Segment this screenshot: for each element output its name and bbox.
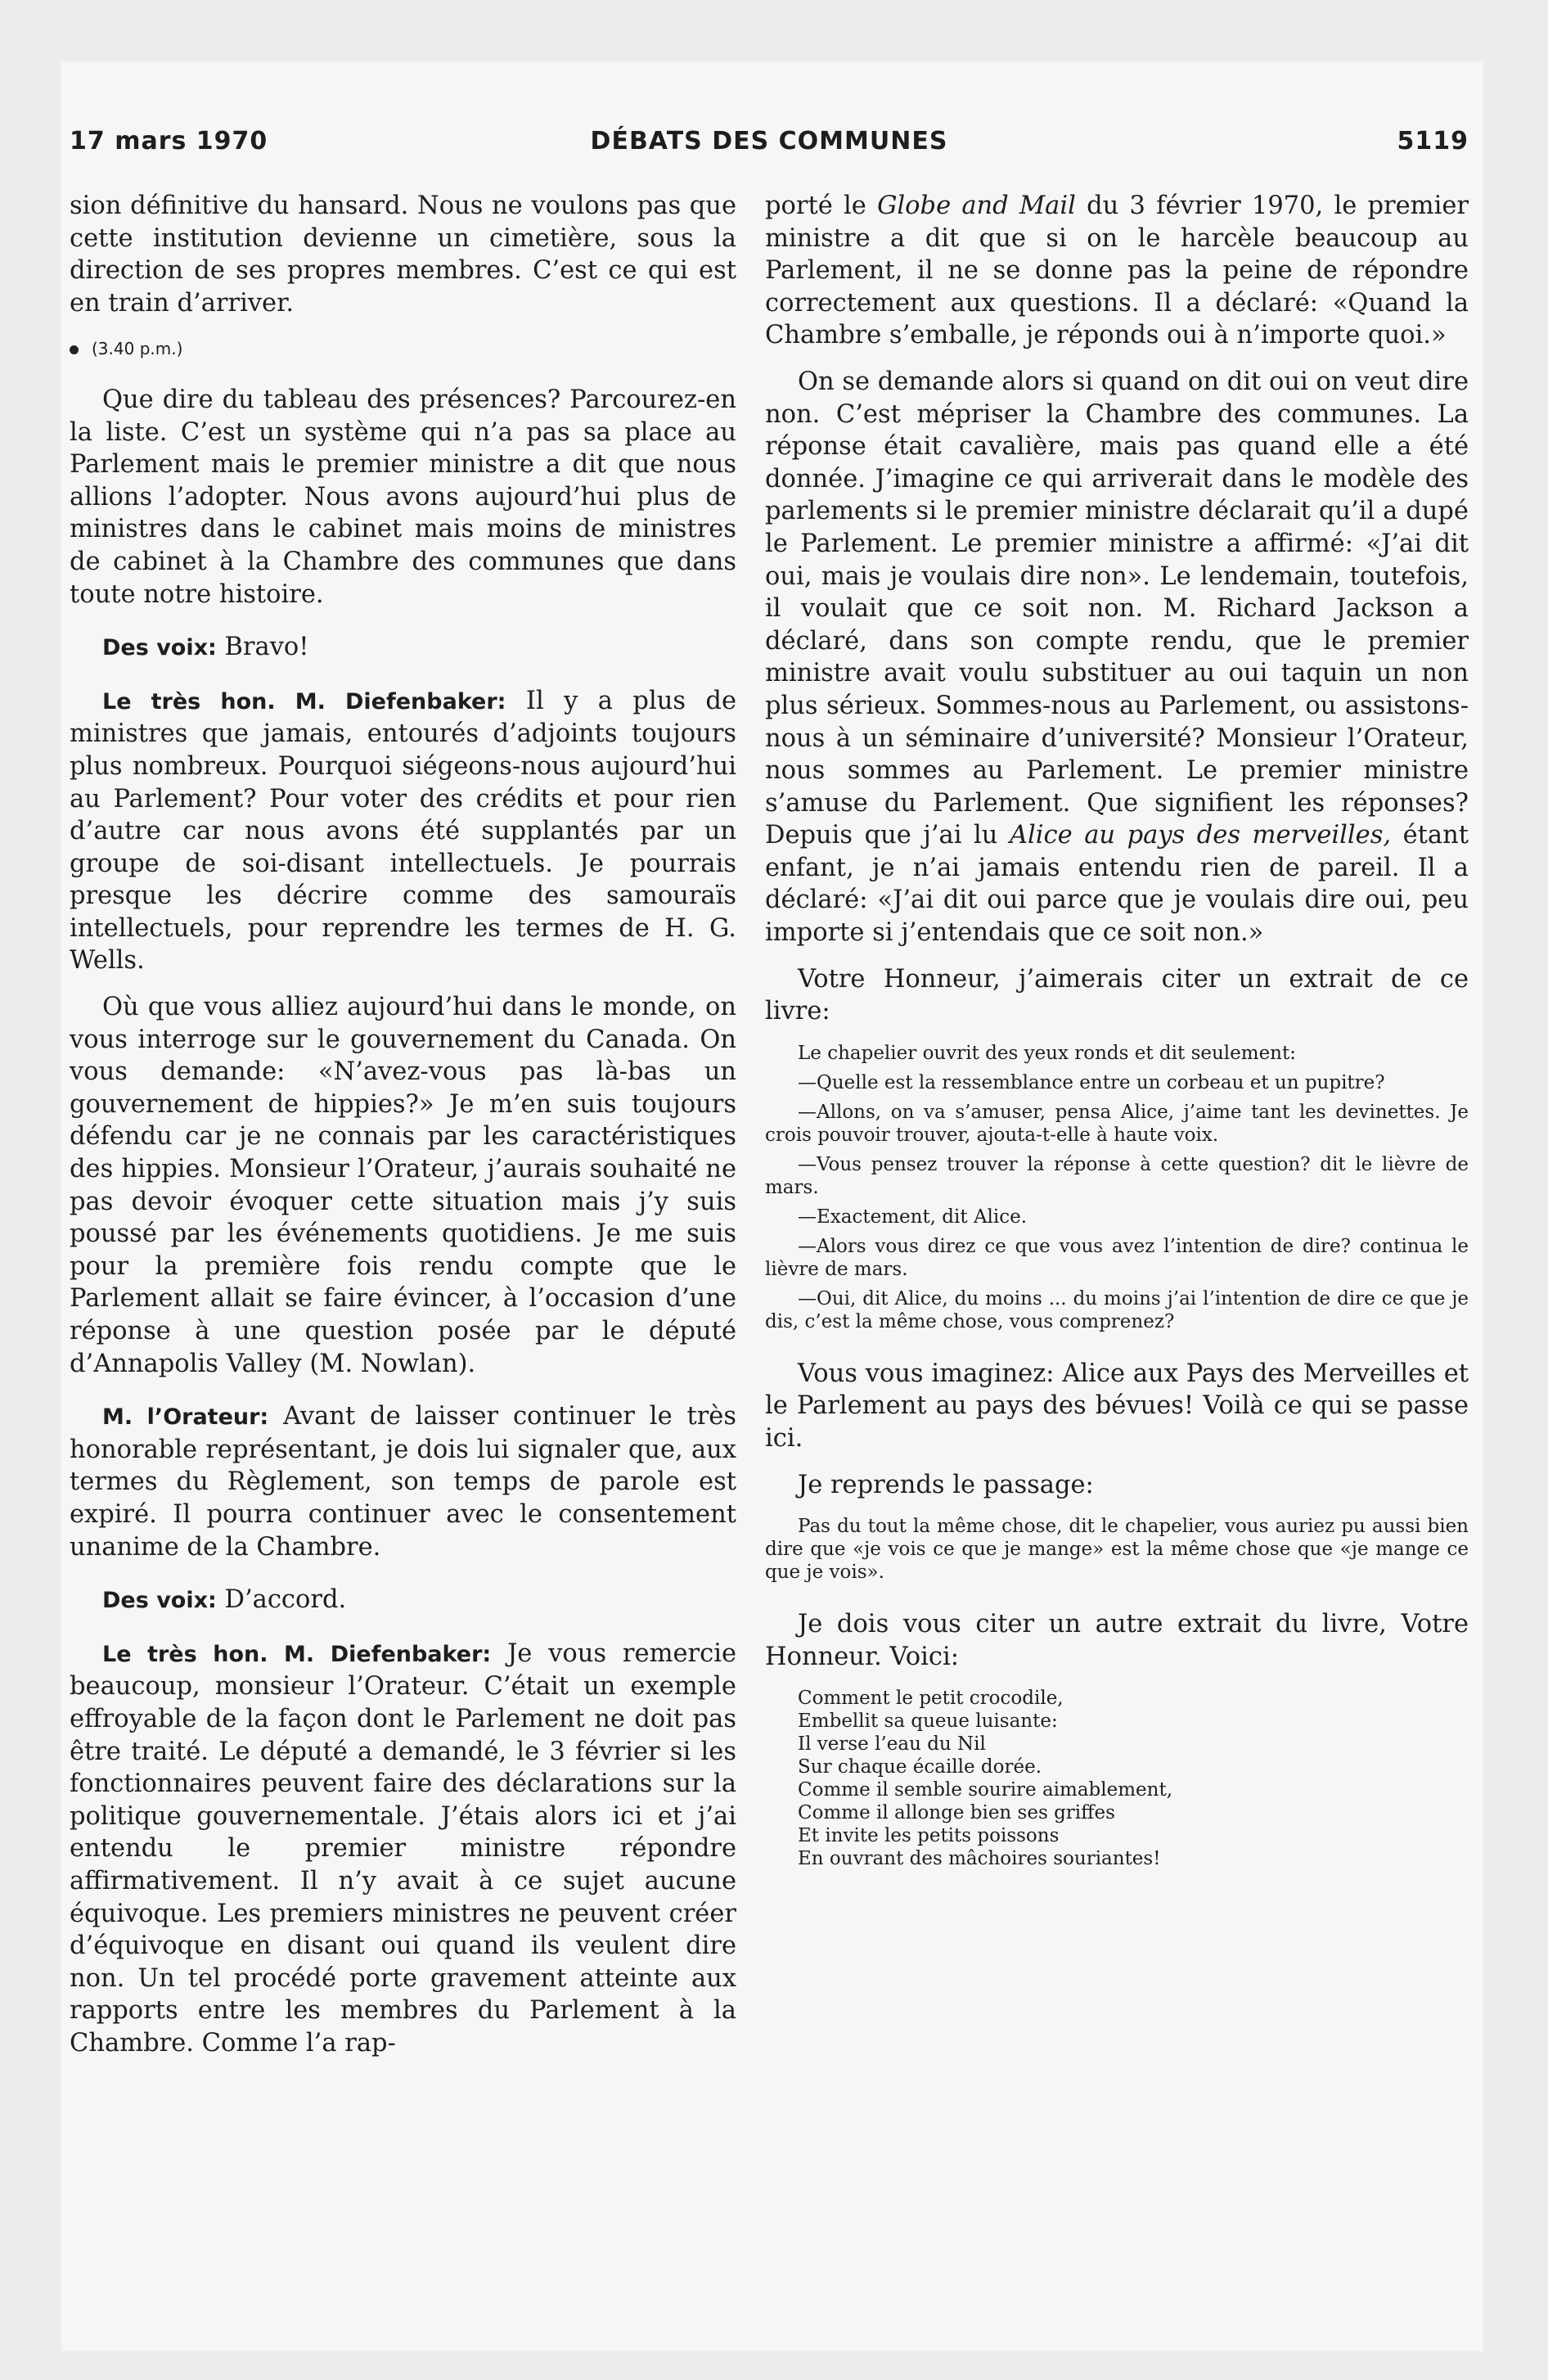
speaker-name: Des voix: <box>102 635 217 661</box>
left-column <box>70 190 736 2073</box>
speaker-name: Le très hon. M. Diefenbaker: <box>102 688 506 714</box>
right-column <box>765 190 1469 1880</box>
quote-line: —Allons, on va s’amuser, pensa Alice, j’aime tant les devinettes. Je crois pouvoir trouver, ajouta-t-elle à haute voix. <box>765 1101 1469 1146</box>
speaker-name: Des voix: <box>102 1588 217 1614</box>
header-page-number: 5119 <box>1397 127 1469 156</box>
poem-line: Comme il allonge bien ses griffes <box>798 1802 1115 1824</box>
speech: Des voix: Bravo! <box>102 633 309 662</box>
paragraph: Où que vous alliez aujourd’hui dans le monde, on vous interroge sur le gouvernement du Canada. On vous demande: «N’avez-vous pas là-bas un gouvernement de hippies?» Je m’en suis toujours défendu car je ne connais par les caractéristiques des hippies. Monsieur l’Orateur, j’aurais souhaité ne pas devoir évoquer cette situation mais j’y suis poussé par les événements quotidiens. Je me suis pour la première fois rendu compte que le Parlement allait se faire évincer, à l’occasion d’une réponse à une question posée par le député d’Annapolis Valley (M. Nowlan). <box>70 993 736 1378</box>
poem <box>798 1687 1469 1870</box>
paragraph: sion définitive du hansard. Nous ne voulons pas que cette institution devienne un cimetière, sous la direction de ses propres membres. C’est ce qui est en train d’arriver. <box>70 192 736 318</box>
paragraph: porté le Globe and Mail du 3 février 1970, le premier ministre a dit que si on le harcèle beaucoup au Parlement, il ne se donne pas la peine de répondre correctement aux questions. Il a déclaré: «Quand la Chambre s’emballe, je réponds oui à n’importe quoi.» <box>765 192 1469 350</box>
header-date: 17 mars 1970 <box>70 127 268 156</box>
speech: M. l’Orateur: Avant de laisser continuer le très honorable représentant, je dois lui signaler que, aux termes du Règlement, son temps de parole est expiré. Il pourra continuer avec le consentement unanime de la Chambre. <box>70 1402 737 1562</box>
page <box>61 61 1483 2351</box>
speech: Des voix: D’accord. <box>102 1585 347 1615</box>
paragraph: On se demande alors si quand on dit oui on veut dire non. C’est mépriser la Chambre des communes. La réponse était cavalière, mais pas quand elle a été donnée. J’imagine ce qui arriverait dans le modèle des parlements si le premier ministre déclarait qu’il a dupé le Parlement. Le premier ministre a affirmé: «J’ai dit oui, mais je voulais dire non». Le lendemain, toutefois, il voulait que ce soit non. M. Richard Jackson a déclaré, dans son compte rendu, que le premier ministre avait voulu substituer au oui taquin un non plus sérieux. Sommes-nous au Parlement, ou assistons-nous à un séminaire d’université? Monsieur l’Orateur, nous sommes au Parlement. Le premier ministre s’amuse du Parlement. Que signifient les réponses? Depuis que j’ai lu Alice au pays des merveilles, étant enfant, je n’ai jamais entendu rien de pareil. Il a déclaré: «J’ai dit oui parce que je voulais dire oui, peu importe si j’entendais que ce soit non.» <box>765 367 1469 948</box>
paragraph: Je reprends le passage: <box>798 1470 1094 1499</box>
paragraph: Vous vous imaginez: Alice aux Pays des Merveilles et le Parlement au pays des bévues! Voilà ce qui se passe ici. <box>765 1359 1469 1454</box>
poem-line: Comment le petit crocodile, <box>798 1688 1064 1710</box>
quote-line: —Oui, dit Alice, du moins ... du moins j’ai l’intention de dire ce que je dis, c’est la même chose, vous comprenez? <box>765 1287 1469 1332</box>
quote-line: Le chapelier ouvrit des yeux ronds et dit seulement: <box>798 1042 1296 1064</box>
poem-line: Embellit sa queue luisante: <box>798 1711 1058 1733</box>
paragraph: Votre Honneur, j’aimerais citer un extrait de ce livre: <box>765 964 1469 1026</box>
poem-line: Et invite les petits poissons <box>798 1825 1060 1847</box>
quote-line: —Vous pensez trouver la réponse à cette question? dit le lièvre de mars. <box>765 1153 1469 1198</box>
speaker-name: Le très hon. M. Diefenbaker: <box>102 1641 492 1667</box>
paragraph: Que dire du tableau des présences? Parcourez-en la liste. C’est un système qui n’a pas sa place au Parlement mais le premier ministre a dit que nous allions l’adopter. Nous avons aujourd’hui plus de ministres dans le cabinet mais moins de ministres de cabinet à la Chambre des communes que dans toute notre histoire. <box>70 385 736 609</box>
poem-line: Comme il semble sourire aimablement, <box>798 1779 1173 1801</box>
poem-line: Sur chaque écaille dorée. <box>798 1756 1042 1778</box>
poem-line: Il verse l’eau du Nil <box>798 1733 986 1756</box>
poem-line: En ouvrant des mâchoires souriantes! <box>798 1848 1161 1870</box>
speech: Le très hon. M. Diefenbaker: Je vous remercie beaucoup, monsieur l’Orateur. C’était un exemple effroyable de la façon dont le Parlement ne doit pas être traité. Le député a demandé, le 3 février si les fonctionnaires peuvent faire des déclarations sur la politique gouvernementale. J’étais alors ici et j’ai entendu le premier ministre répondre affirmativement. Il n’y avait à ce sujet aucune équivoque. Les premiers ministres ne peuvent créer d’équivoque en disant oui quand ils veulent dire non. Un tel procédé porte gravement atteinte aux rapports entre les membres du Parlement à la Chambre. Comme l’a rap- <box>70 1639 737 2058</box>
timestamp: (3.40 p.m.) <box>70 333 736 366</box>
quote-block: Pas du tout la même chose, dit le chapelier, vous auriez pu aussi bien dire que «je vois ce que je mange» est la même chose que «je mange ce que je vois». <box>765 1516 1469 1584</box>
quote-line: —Quelle est la ressemblance entre un corbeau et un pupitre? <box>798 1071 1385 1093</box>
quote-line: —Exactement, dit Alice. <box>798 1206 1028 1228</box>
speaker-name: M. l’Orateur: <box>102 1404 269 1431</box>
speech: Le très hon. M. Diefenbaker: Il y a plus de ministres que jamais, entourés d’adjoints toujours plus nombreux. Pourquoi siégeons-nous aujourd’hui au Parlement? Pour voter des crédits et pour rien d’autre car nous avons été supplantés par un groupe de soi-disant intellectuels. Je pourrais presque les décrire comme des samouraïs intellectuels, pour reprendre les termes de H. G. Wells. <box>70 686 736 976</box>
header-title: DÉBATS DES COMMUNES <box>590 127 948 156</box>
bullet-icon <box>70 345 79 354</box>
paragraph: Je dois vous citer un autre extrait du livre, Votre Honneur. Voici: <box>765 1610 1469 1671</box>
page-header <box>70 127 1469 168</box>
quote-line: —Alors vous direz ce que vous avez l’intention de dire? continua le lièvre de mars. <box>765 1235 1469 1280</box>
